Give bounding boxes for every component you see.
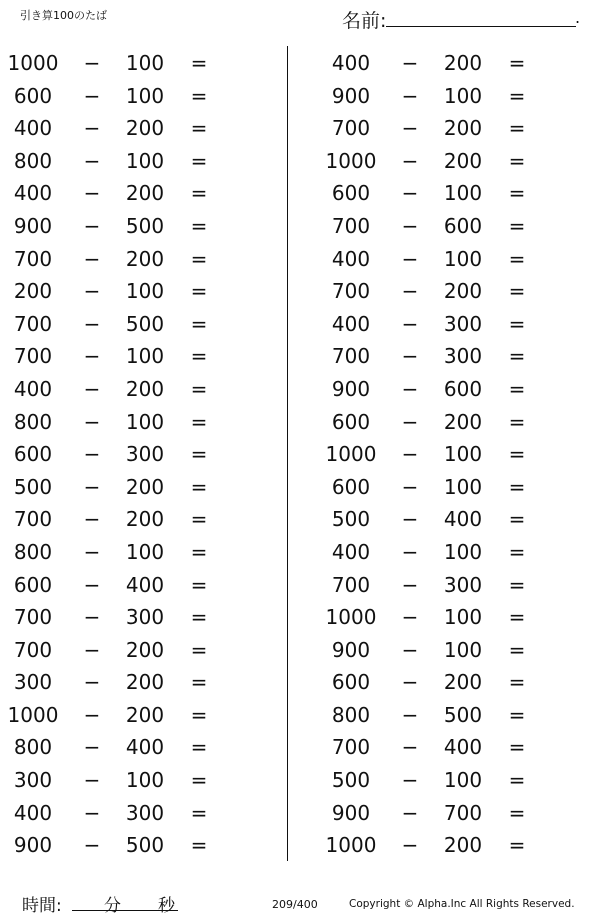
problem-row <box>318 797 578 830</box>
equals-sign: = <box>508 670 526 695</box>
subtrahend: 200 <box>125 637 165 662</box>
minus-sign: − <box>83 442 101 467</box>
minuend: 1000 <box>325 442 377 467</box>
equals-sign: = <box>508 735 526 760</box>
problem-row <box>318 243 578 276</box>
minuend: 1000 <box>325 833 377 858</box>
problem-row <box>0 601 260 634</box>
minus-sign: − <box>401 376 419 401</box>
equals-sign: = <box>508 213 526 238</box>
problem-row <box>318 829 578 862</box>
equals-sign: = <box>190 279 208 304</box>
equals-sign: = <box>190 246 208 271</box>
subtrahend: 200 <box>125 376 165 401</box>
minuend: 1000 <box>325 605 377 630</box>
subtrahend: 100 <box>125 148 165 173</box>
equals-sign: = <box>190 605 208 630</box>
minus-sign: − <box>401 670 419 695</box>
minuend: 700 <box>13 246 53 271</box>
equals-sign: = <box>190 409 208 434</box>
subtrahend: 200 <box>125 181 165 206</box>
equals-sign: = <box>190 442 208 467</box>
subtrahend: 200 <box>443 670 483 695</box>
minus-sign: − <box>83 148 101 173</box>
problem-row <box>318 438 578 471</box>
time-label: 時間: <box>22 896 62 916</box>
subtrahend: 100 <box>443 83 483 108</box>
minuend: 400 <box>13 376 53 401</box>
minus-sign: − <box>83 735 101 760</box>
equals-sign: = <box>190 376 208 401</box>
minuend: 400 <box>331 51 371 75</box>
equals-sign: = <box>508 51 526 75</box>
minuend: 700 <box>331 572 371 597</box>
equals-sign: = <box>190 735 208 760</box>
minuend: 700 <box>13 637 53 662</box>
minus-sign: − <box>401 735 419 760</box>
equals-sign: = <box>190 181 208 206</box>
minuend: 700 <box>13 605 53 630</box>
problem-row <box>0 145 260 178</box>
subtrahend: 100 <box>443 768 483 793</box>
problem-row <box>318 503 578 536</box>
worksheet-title: 引き算100のたば <box>20 9 107 22</box>
minus-sign: − <box>83 800 101 825</box>
minuend: 700 <box>13 507 53 532</box>
minus-sign: − <box>83 279 101 304</box>
minuend: 600 <box>331 181 371 206</box>
column-divider <box>287 46 288 861</box>
subtrahend: 200 <box>443 279 483 304</box>
minuend: 700 <box>331 344 371 369</box>
minuend: 300 <box>13 768 53 793</box>
equals-sign: = <box>508 279 526 304</box>
problem-row <box>0 829 260 862</box>
subtrahend: 200 <box>125 474 165 499</box>
copyright: Copyright © Alpha.Inc All Rights Reserved. <box>349 898 575 910</box>
equals-sign: = <box>190 213 208 238</box>
minuend: 600 <box>13 442 53 467</box>
problem-row <box>318 634 578 667</box>
minuend: 1000 <box>325 148 377 173</box>
minus-sign: − <box>83 409 101 434</box>
equals-sign: = <box>508 800 526 825</box>
problem-row <box>318 47 578 80</box>
problem-row <box>0 210 260 243</box>
subtrahend: 500 <box>125 213 165 238</box>
minus-sign: − <box>83 637 101 662</box>
equals-sign: = <box>508 246 526 271</box>
equals-sign: = <box>508 83 526 108</box>
subtrahend: 200 <box>125 702 165 727</box>
minuend: 900 <box>13 833 53 858</box>
minuend: 900 <box>331 637 371 662</box>
minuend: 900 <box>13 213 53 238</box>
problem-column-right <box>318 47 578 862</box>
equals-sign: = <box>508 148 526 173</box>
minuend: 700 <box>331 735 371 760</box>
subtrahend: 600 <box>443 213 483 238</box>
minuend: 400 <box>13 181 53 206</box>
minus-sign: − <box>83 702 101 727</box>
subtrahend: 100 <box>125 83 165 108</box>
page-number: 209/400 <box>272 898 318 911</box>
equals-sign: = <box>190 539 208 564</box>
subtrahend: 300 <box>443 311 483 336</box>
minus-sign: − <box>401 213 419 238</box>
minus-sign: − <box>401 507 419 532</box>
equals-sign: = <box>508 572 526 597</box>
equals-sign: = <box>190 572 208 597</box>
minus-sign: − <box>401 572 419 597</box>
problem-row <box>0 275 260 308</box>
name-label: 名前: <box>342 10 387 32</box>
minuend: 700 <box>13 344 53 369</box>
subtrahend: 200 <box>443 116 483 141</box>
equals-sign: = <box>190 51 208 75</box>
subtrahend: 400 <box>125 572 165 597</box>
problem-row <box>318 601 578 634</box>
minuend: 400 <box>13 116 53 141</box>
problem-row <box>318 373 578 406</box>
minus-sign: − <box>401 181 419 206</box>
subtrahend: 200 <box>125 670 165 695</box>
subtrahend: 300 <box>125 442 165 467</box>
minus-sign: − <box>83 670 101 695</box>
minus-sign: − <box>83 51 101 75</box>
minuend: 600 <box>13 572 53 597</box>
minuend: 900 <box>331 83 371 108</box>
equals-sign: = <box>508 507 526 532</box>
problem-row <box>0 112 260 145</box>
problem-row <box>0 243 260 276</box>
problem-row <box>0 471 260 504</box>
equals-sign: = <box>508 311 526 336</box>
equals-sign: = <box>508 409 526 434</box>
minus-sign: − <box>83 768 101 793</box>
equals-sign: = <box>508 181 526 206</box>
minuend: 500 <box>331 768 371 793</box>
minuend: 600 <box>331 670 371 695</box>
minuend: 400 <box>331 311 371 336</box>
equals-sign: = <box>190 311 208 336</box>
problem-row <box>318 569 578 602</box>
minus-sign: − <box>83 311 101 336</box>
minus-sign: − <box>83 507 101 532</box>
minus-sign: − <box>401 539 419 564</box>
minus-sign: − <box>401 409 419 434</box>
subtrahend: 500 <box>125 311 165 336</box>
minuend: 800 <box>13 409 53 434</box>
subtrahend: 300 <box>125 605 165 630</box>
equals-sign: = <box>508 637 526 662</box>
minus-sign: − <box>83 376 101 401</box>
minus-sign: − <box>83 572 101 597</box>
problem-row <box>0 797 260 830</box>
subtrahend: 100 <box>125 409 165 434</box>
minuend: 400 <box>13 800 53 825</box>
subtrahend: 500 <box>125 833 165 858</box>
equals-sign: = <box>508 474 526 499</box>
problem-row <box>0 731 260 764</box>
problem-row <box>318 210 578 243</box>
subtrahend: 300 <box>125 800 165 825</box>
subtrahend: 500 <box>443 702 483 727</box>
problem-row <box>318 699 578 732</box>
minus-sign: − <box>401 833 419 858</box>
minus-sign: − <box>83 246 101 271</box>
minuend: 600 <box>331 409 371 434</box>
minuend: 700 <box>331 279 371 304</box>
problem-row <box>318 666 578 699</box>
equals-sign: = <box>190 116 208 141</box>
minus-sign: − <box>401 702 419 727</box>
subtrahend: 300 <box>443 344 483 369</box>
minuend: 800 <box>331 702 371 727</box>
minus-sign: − <box>83 539 101 564</box>
minuend: 600 <box>13 83 53 108</box>
minuend: 800 <box>13 735 53 760</box>
subtrahend: 200 <box>443 148 483 173</box>
subtrahend: 400 <box>443 507 483 532</box>
minus-sign: − <box>401 768 419 793</box>
equals-sign: = <box>508 344 526 369</box>
subtrahend: 700 <box>443 800 483 825</box>
problem-row <box>0 438 260 471</box>
problem-row <box>0 340 260 373</box>
minuend: 700 <box>331 213 371 238</box>
equals-sign: = <box>190 833 208 858</box>
problem-row <box>0 634 260 667</box>
minus-sign: − <box>401 311 419 336</box>
minuend: 1000 <box>7 702 59 727</box>
problem-column-left <box>0 47 260 862</box>
minuend: 400 <box>331 539 371 564</box>
problem-row <box>318 731 578 764</box>
problem-row <box>318 308 578 341</box>
minuend: 800 <box>13 148 53 173</box>
problem-row <box>0 47 260 80</box>
subtrahend: 400 <box>125 735 165 760</box>
minuend: 500 <box>13 474 53 499</box>
minuend: 700 <box>13 311 53 336</box>
equals-sign: = <box>508 376 526 401</box>
subtrahend: 200 <box>443 51 483 75</box>
minus-sign: − <box>83 474 101 499</box>
problem-row <box>0 406 260 439</box>
problem-row <box>0 569 260 602</box>
minuend: 200 <box>13 279 53 304</box>
subtrahend: 100 <box>443 181 483 206</box>
minus-sign: − <box>401 605 419 630</box>
minus-sign: − <box>401 246 419 271</box>
subtrahend: 200 <box>443 409 483 434</box>
subtrahend: 200 <box>125 116 165 141</box>
problem-row <box>0 373 260 406</box>
minus-sign: − <box>401 279 419 304</box>
equals-sign: = <box>190 800 208 825</box>
minuend: 600 <box>331 474 371 499</box>
minutes-label: 分 <box>104 896 121 916</box>
name-line <box>386 26 576 27</box>
equals-sign: = <box>190 768 208 793</box>
equals-sign: = <box>190 702 208 727</box>
minus-sign: − <box>83 344 101 369</box>
minus-sign: − <box>83 605 101 630</box>
minus-sign: − <box>401 51 419 75</box>
subtrahend: 200 <box>443 833 483 858</box>
minuend: 900 <box>331 376 371 401</box>
minuend: 700 <box>331 116 371 141</box>
minus-sign: − <box>83 181 101 206</box>
minus-sign: − <box>83 833 101 858</box>
equals-sign: = <box>508 833 526 858</box>
minus-sign: − <box>401 116 419 141</box>
problem-row <box>318 471 578 504</box>
subtrahend: 100 <box>125 768 165 793</box>
problem-row <box>0 308 260 341</box>
equals-sign: = <box>508 539 526 564</box>
minus-sign: − <box>83 213 101 238</box>
subtrahend: 100 <box>443 442 483 467</box>
equals-sign: = <box>508 702 526 727</box>
problem-row <box>318 112 578 145</box>
equals-sign: = <box>508 768 526 793</box>
minus-sign: − <box>401 148 419 173</box>
minus-sign: − <box>401 442 419 467</box>
problem-row <box>0 764 260 797</box>
problem-row <box>318 145 578 178</box>
subtrahend: 100 <box>443 637 483 662</box>
equals-sign: = <box>190 474 208 499</box>
name-end-mark: . <box>575 8 581 27</box>
problem-row <box>318 536 578 569</box>
seconds-label: 秒 <box>158 896 175 916</box>
subtrahend: 400 <box>443 735 483 760</box>
problem-row <box>318 406 578 439</box>
minuend: 1000 <box>7 51 59 75</box>
minuend: 300 <box>13 670 53 695</box>
problem-row <box>318 80 578 113</box>
minus-sign: − <box>83 83 101 108</box>
equals-sign: = <box>190 83 208 108</box>
subtrahend: 100 <box>443 605 483 630</box>
subtrahend: 100 <box>125 51 165 75</box>
minus-sign: − <box>401 344 419 369</box>
subtrahend: 100 <box>443 246 483 271</box>
equals-sign: = <box>190 344 208 369</box>
problem-row <box>0 536 260 569</box>
problem-row <box>318 177 578 210</box>
minus-sign: − <box>83 116 101 141</box>
equals-sign: = <box>190 637 208 662</box>
subtrahend: 100 <box>443 539 483 564</box>
problem-row <box>0 177 260 210</box>
subtrahend: 200 <box>125 246 165 271</box>
problem-row <box>0 503 260 536</box>
minus-sign: − <box>401 83 419 108</box>
equals-sign: = <box>508 605 526 630</box>
subtrahend: 100 <box>125 344 165 369</box>
subtrahend: 100 <box>125 539 165 564</box>
minus-sign: − <box>401 637 419 662</box>
subtrahend: 100 <box>125 279 165 304</box>
equals-sign: = <box>190 670 208 695</box>
minus-sign: − <box>401 800 419 825</box>
problem-row <box>0 666 260 699</box>
minus-sign: − <box>401 474 419 499</box>
problem-row <box>318 764 578 797</box>
subtrahend: 600 <box>443 376 483 401</box>
equals-sign: = <box>508 116 526 141</box>
minuend: 500 <box>331 507 371 532</box>
problem-row <box>0 80 260 113</box>
minuend: 800 <box>13 539 53 564</box>
equals-sign: = <box>190 148 208 173</box>
equals-sign: = <box>508 442 526 467</box>
minuend: 400 <box>331 246 371 271</box>
minuend: 900 <box>331 800 371 825</box>
subtrahend: 300 <box>443 572 483 597</box>
equals-sign: = <box>190 507 208 532</box>
subtrahend: 100 <box>443 474 483 499</box>
problem-row <box>318 340 578 373</box>
problem-row <box>318 275 578 308</box>
problem-row <box>0 699 260 732</box>
subtrahend: 200 <box>125 507 165 532</box>
